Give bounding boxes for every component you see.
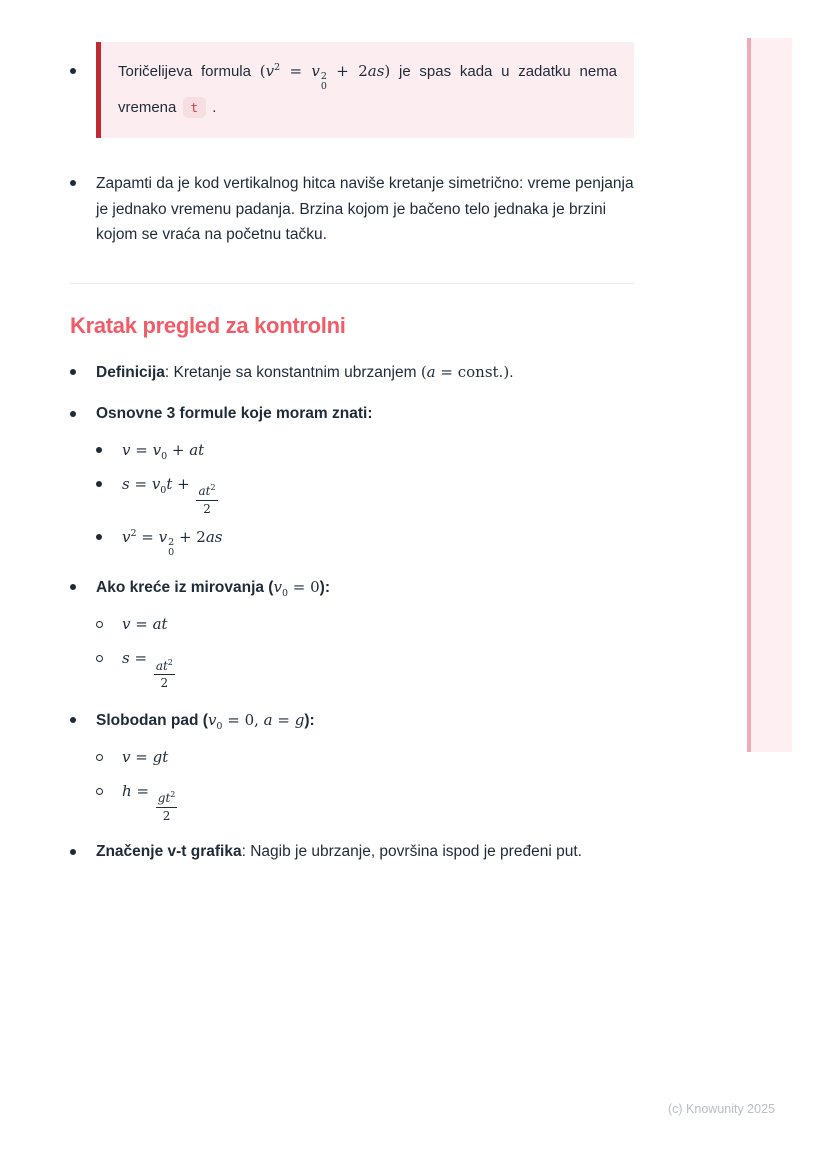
- list-item-text: [122, 646, 634, 690]
- list-item-text: Definicija: Kretanje sa konstantnim ubrzanjem (a = const.).: [96, 362, 514, 381]
- bullet-icon: [70, 42, 96, 74]
- bullet-icon: [96, 472, 122, 487]
- circle-bullet-icon: [96, 779, 122, 795]
- bullet-icon: [70, 840, 96, 855]
- inline-code-badge: t: [183, 97, 207, 118]
- section-divider: [70, 283, 634, 284]
- list-item-v-at: [96, 612, 634, 637]
- bullet-icon: [70, 708, 96, 723]
- list-item-osnovne-formule: [70, 402, 634, 426]
- list-item-text: [122, 438, 634, 463]
- math-formula: $v_0 = 0$: [273, 578, 320, 600]
- section-heading: Kratak pregled za kontrolni: [70, 312, 346, 338]
- list-item-text: Ako kreće iz mirovanja $(v_0 = 0)$:: [96, 578, 330, 600]
- list-item-v-gt: [96, 745, 634, 770]
- list-item-text: [122, 525, 634, 558]
- list-item-formula-3: [96, 525, 634, 558]
- page-margin-highlight-bar: [747, 38, 792, 752]
- math-formula: h = $\frac{gt^2}{2}$: [122, 781, 176, 823]
- list-item-formula-2: [96, 472, 634, 516]
- bullet-icon: [96, 525, 122, 540]
- note-list-item: [70, 171, 634, 248]
- math-formula: s = $\frac{at^2}{2}$: [122, 649, 173, 691]
- callout-list-item: [70, 42, 634, 138]
- list-item-iz-mirovanja: [70, 575, 634, 600]
- list-item-h-gt2-2: [96, 779, 634, 823]
- bullet-icon: [70, 575, 96, 590]
- math-formula: $s = v_0t$ + $\frac{at^2}{2}$: [122, 474, 216, 516]
- callout-text: Toričelijeva formula ($v^2 = v$ 2 0 + 2as) je spas kada u zadatku nema vremena t .: [118, 62, 618, 117]
- list-item-text: Značenje v-t grafika: Nagib je ubrzanje, površina ispod je pređeni put.: [96, 843, 582, 861]
- bullet-icon: [70, 402, 96, 417]
- list-item-text: [122, 779, 634, 823]
- callout-box: [96, 42, 634, 138]
- bullet-icon: [70, 360, 96, 375]
- list-item-text: [122, 472, 634, 516]
- list-item-text: [122, 745, 634, 770]
- bullet-icon: [96, 438, 122, 453]
- list-item-s-at2-2: [96, 646, 634, 690]
- list-item-formula-1: [96, 438, 634, 463]
- math-formula: (a = const.): [420, 362, 510, 381]
- circle-bullet-icon: [96, 646, 122, 662]
- circle-bullet-icon: [96, 612, 122, 628]
- list-item-text: [122, 612, 634, 637]
- math-formula: $v^2 = v$ 2 0 + 2as: [122, 528, 223, 559]
- math-formula: $v = v_0$ + at: [122, 440, 205, 462]
- list-item-vt-grafik: [70, 840, 634, 864]
- math-formula: v = at: [122, 615, 168, 634]
- math-formula: v = gt: [122, 747, 169, 766]
- footer-copyright: (c) Knowunity 2025: [667, 1102, 775, 1116]
- list-item-text: Slobodan pad ($v_0 = 0$, a = g):: [96, 710, 315, 732]
- math-formula: ($v^2 = v$ 2 0 + 2as): [259, 62, 391, 93]
- circle-bullet-icon: [96, 745, 122, 761]
- list-item-text: Osnovne 3 formule koje moram znati:: [96, 404, 373, 422]
- list-item-slobodan-pad: [70, 708, 634, 733]
- summary-list: [70, 360, 634, 864]
- list-item-definicija: [70, 360, 634, 385]
- math-formula: $v_0 = 0$, a = g: [207, 710, 305, 732]
- bullet-icon: [70, 171, 96, 186]
- note-text: Zapamti da je kod vertikalnog hitca naviše kretanje simetrično: vreme penjanja je jednako vremenu padanja. Brzina kojom je bačeno telo jednaka je brzini kojom se vraća na početnu tačku.: [96, 175, 634, 244]
